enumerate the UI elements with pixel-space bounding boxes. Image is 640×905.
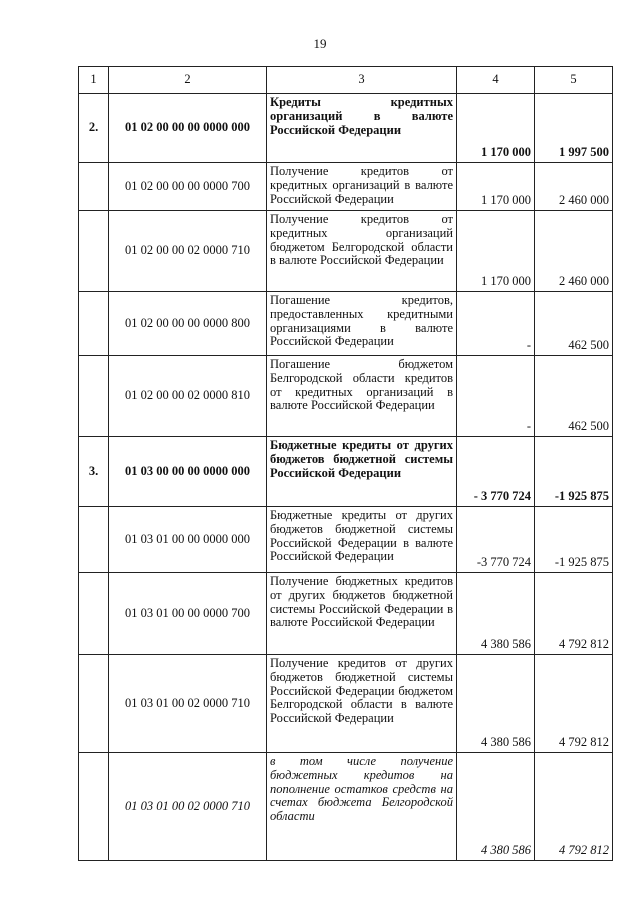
table-row [79, 356, 613, 437]
row-description: Получение кредитов от кредитных организаций бюджетом Белгородской области в валюте Российской Федерации [267, 211, 457, 292]
amount-col5: 4 792 812 [535, 655, 613, 753]
table-header-row [79, 67, 613, 94]
budget-code: 01 02 00 00 00 0000 800 [109, 292, 267, 356]
header-col-3: 3 [267, 67, 457, 94]
budget-code: 01 03 01 00 00 0000 000 [109, 507, 267, 573]
row-number: 2. [79, 94, 109, 163]
row-number [79, 753, 109, 861]
amount-col4: 4 380 586 [457, 573, 535, 655]
amount-col4: - [457, 292, 535, 356]
amount-col4: 1 170 000 [457, 94, 535, 163]
table-row [79, 163, 613, 211]
row-description: Получение кредитов от кредитных организаций в валюте Российской Федерации [267, 163, 457, 211]
table-row [79, 507, 613, 573]
table-row [79, 292, 613, 356]
row-description: Получение кредитов от других бюджетов бюджетной системы Российской Федерации бюджетом Белгородской области в валюте Российской Федерации [267, 655, 457, 753]
row-description: Кредиты кредитных организаций в валюте Российской Федерации [267, 94, 457, 163]
row-number [79, 507, 109, 573]
row-number: 3. [79, 437, 109, 507]
table-row [79, 211, 613, 292]
row-description: Погашение бюджетом Белгородской области кредитов от кредитных организаций в валюте Российской Федерации [267, 356, 457, 437]
amount-col5: -1 925 875 [535, 437, 613, 507]
row-description: в том числе получение бюджетных кредитов на пополнение остатков средств на счетах бюджета Белгородской области [267, 753, 457, 861]
budget-code: 01 03 01 00 02 0000 710 [109, 753, 267, 861]
row-number [79, 211, 109, 292]
amount-col4: 4 380 586 [457, 655, 535, 753]
budget-code: 01 02 00 00 02 0000 710 [109, 211, 267, 292]
amount-col5: 2 460 000 [535, 211, 613, 292]
row-number [79, 356, 109, 437]
header-col-5: 5 [535, 67, 613, 94]
amount-col5: 462 500 [535, 292, 613, 356]
amount-col4: 4 380 586 [457, 753, 535, 861]
budget-code: 01 03 01 00 02 0000 710 [109, 655, 267, 753]
budget-code: 01 02 00 00 02 0000 810 [109, 356, 267, 437]
header-col-1: 1 [79, 67, 109, 94]
table-row [79, 573, 613, 655]
amount-col5: 4 792 812 [535, 753, 613, 861]
row-description: Бюджетные кредиты от других бюджетов бюджетной системы Российской Федерации [267, 437, 457, 507]
amount-col4: -3 770 724 [457, 507, 535, 573]
row-number [79, 163, 109, 211]
amount-col4: - [457, 356, 535, 437]
amount-col5: 1 997 500 [535, 94, 613, 163]
table-row [79, 753, 613, 861]
header-col-2: 2 [109, 67, 267, 94]
row-description: Получение бюджетных кредитов от других бюджетов бюджетной системы Российской Федерации в валюте Российской Федерации [267, 573, 457, 655]
amount-col4: 1 170 000 [457, 211, 535, 292]
amount-col5: 2 460 000 [535, 163, 613, 211]
table-row [79, 437, 613, 507]
amount-col4: 1 170 000 [457, 163, 535, 211]
table-row [79, 655, 613, 753]
amount-col4: - 3 770 724 [457, 437, 535, 507]
budget-code: 01 02 00 00 00 0000 700 [109, 163, 267, 211]
amount-col5: 462 500 [535, 356, 613, 437]
page-number: 19 [313, 36, 327, 51]
amount-col5: 4 792 812 [535, 573, 613, 655]
row-number [79, 655, 109, 753]
table-row [79, 94, 613, 163]
budget-code: 01 03 01 00 00 0000 700 [109, 573, 267, 655]
budget-sources-table [78, 66, 613, 861]
header-col-4: 4 [457, 67, 535, 94]
row-number [79, 292, 109, 356]
row-number [79, 573, 109, 655]
budget-code: 01 03 00 00 00 0000 000 [109, 437, 267, 507]
row-description: Бюджетные кредиты от других бюджетов бюджетной системы Российской Федерации в валюте Российской Федерации [267, 507, 457, 573]
budget-code: 01 02 00 00 00 0000 000 [109, 94, 267, 163]
row-description: Погашение кредитов, предоставленных кредитными организациями в валюте Российской Федерации [267, 292, 457, 356]
amount-col5: -1 925 875 [535, 507, 613, 573]
